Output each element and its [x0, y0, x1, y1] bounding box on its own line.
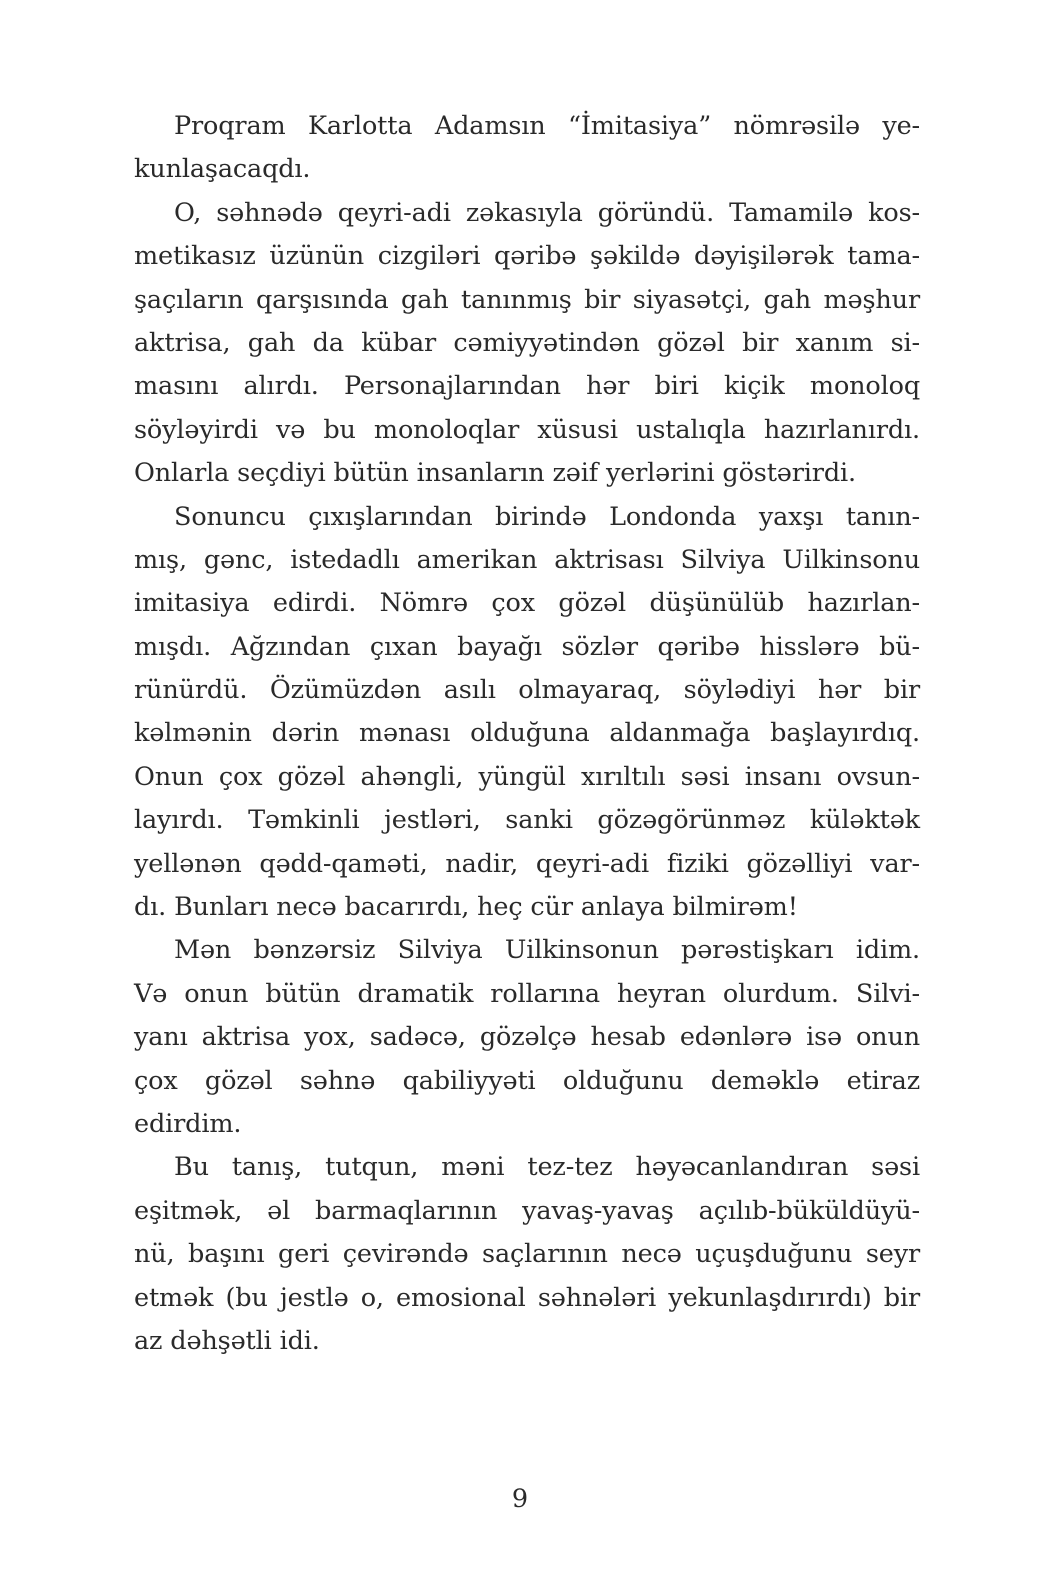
text-line: mışdı. Ağzından çıxan bayağı sözlər qəribə hisslərə bü-: [134, 631, 920, 662]
text-line: çox gözəl səhnə qabiliyyəti olduğunu deməklə etiraz: [134, 1065, 920, 1096]
text-line: O, səhnədə qeyri-adi zəkasıyla göründü. Tamamilə kos-: [174, 197, 920, 228]
text-line: şaçıların qarşısında gah tanınmış bir siyasətçi, gah məşhur: [134, 284, 920, 315]
text-line: yellənən qədd-qaməti, nadir, qeyri-adi fiziki gözəlliyi var-: [134, 848, 920, 879]
page-number: 9: [511, 1484, 529, 1514]
text-line: metikasız üzünün cizgiləri qəribə şəkildə dəyişilərək tama-: [134, 241, 920, 272]
text-line: Bu tanış, tutqun, məni tez-tez həyəcanlandıran səsi: [174, 1152, 920, 1183]
text-line: nü, başını geri çevirəndə saçlarının necə uçuşduğunu seyr: [134, 1239, 920, 1270]
text-line: kəlmənin dərin mənası olduğuna aldanmağa başlayırdıq.: [134, 718, 920, 749]
text-line: Onlarla seçdiyi bütün insanların zəif yerlərini göstərirdi.: [134, 458, 856, 489]
text-line: eşitmək, əl barmaqlarının yavaş-yavaş açılıb-büküldüyü-: [134, 1195, 920, 1226]
text-line: Və onun bütün dramatik rollarına heyran olurdum. Silvi-: [134, 978, 920, 1009]
text-line: söyləyirdi və bu monoloqlar xüsusi ustalıqla hazırlanırdı.: [134, 414, 920, 445]
text-line: masını alırdı. Personajlarından hər biri kiçik monoloq: [134, 371, 920, 402]
text-line: aktrisa, gah da kübar cəmiyyətindən gözəl bir xanım si-: [134, 327, 920, 358]
text-line: edirdim.: [134, 1108, 242, 1139]
text-line: kunlaşacaqdı.: [134, 154, 311, 185]
text-line: Mən bənzərsiz Silviya Uilkinsonun pərəstişkarı idim.: [174, 935, 920, 966]
text-line: Proqram Karlotta Adamsın “İmitasiya” nömrəsilə ye-: [174, 111, 920, 141]
text-line: Onun çox gözəl ahəngli, yüngül xırıltılı səsi insanı ovsun-: [134, 761, 920, 792]
text-line: mış, gənc, istedadlı amerikan aktrisası Silviya Uilkinsonu: [134, 544, 920, 575]
text-line: imitasiya edirdi. Nömrə çox gözəl düşünülüb hazırlan-: [134, 588, 920, 619]
text-line: az dəhşətli idi.: [134, 1325, 320, 1356]
text-line: dı. Bunları necə bacarırdı, heç cür anlaya bilmirəm!: [134, 892, 798, 923]
text-line: rünürdü. Özümüzdən asılı olmayaraq, söylədiyi hər bir: [134, 675, 920, 706]
body-text: [134, 105, 920, 1363]
text-line: Sonuncu çıxışlarından birində Londonda yaxşı tanın-: [174, 501, 920, 532]
text-line: layırdı. Təmkinli jestləri, sanki gözəgörünməz küləktək: [134, 805, 920, 836]
text-line: yanı aktrisa yox, sadəcə, gözəlçə hesab edənlərə isə onun: [134, 1022, 920, 1053]
text-line: etmək (bu jestlə o, emosional səhnələri yekunlaşdırırdı) bir: [134, 1282, 920, 1313]
